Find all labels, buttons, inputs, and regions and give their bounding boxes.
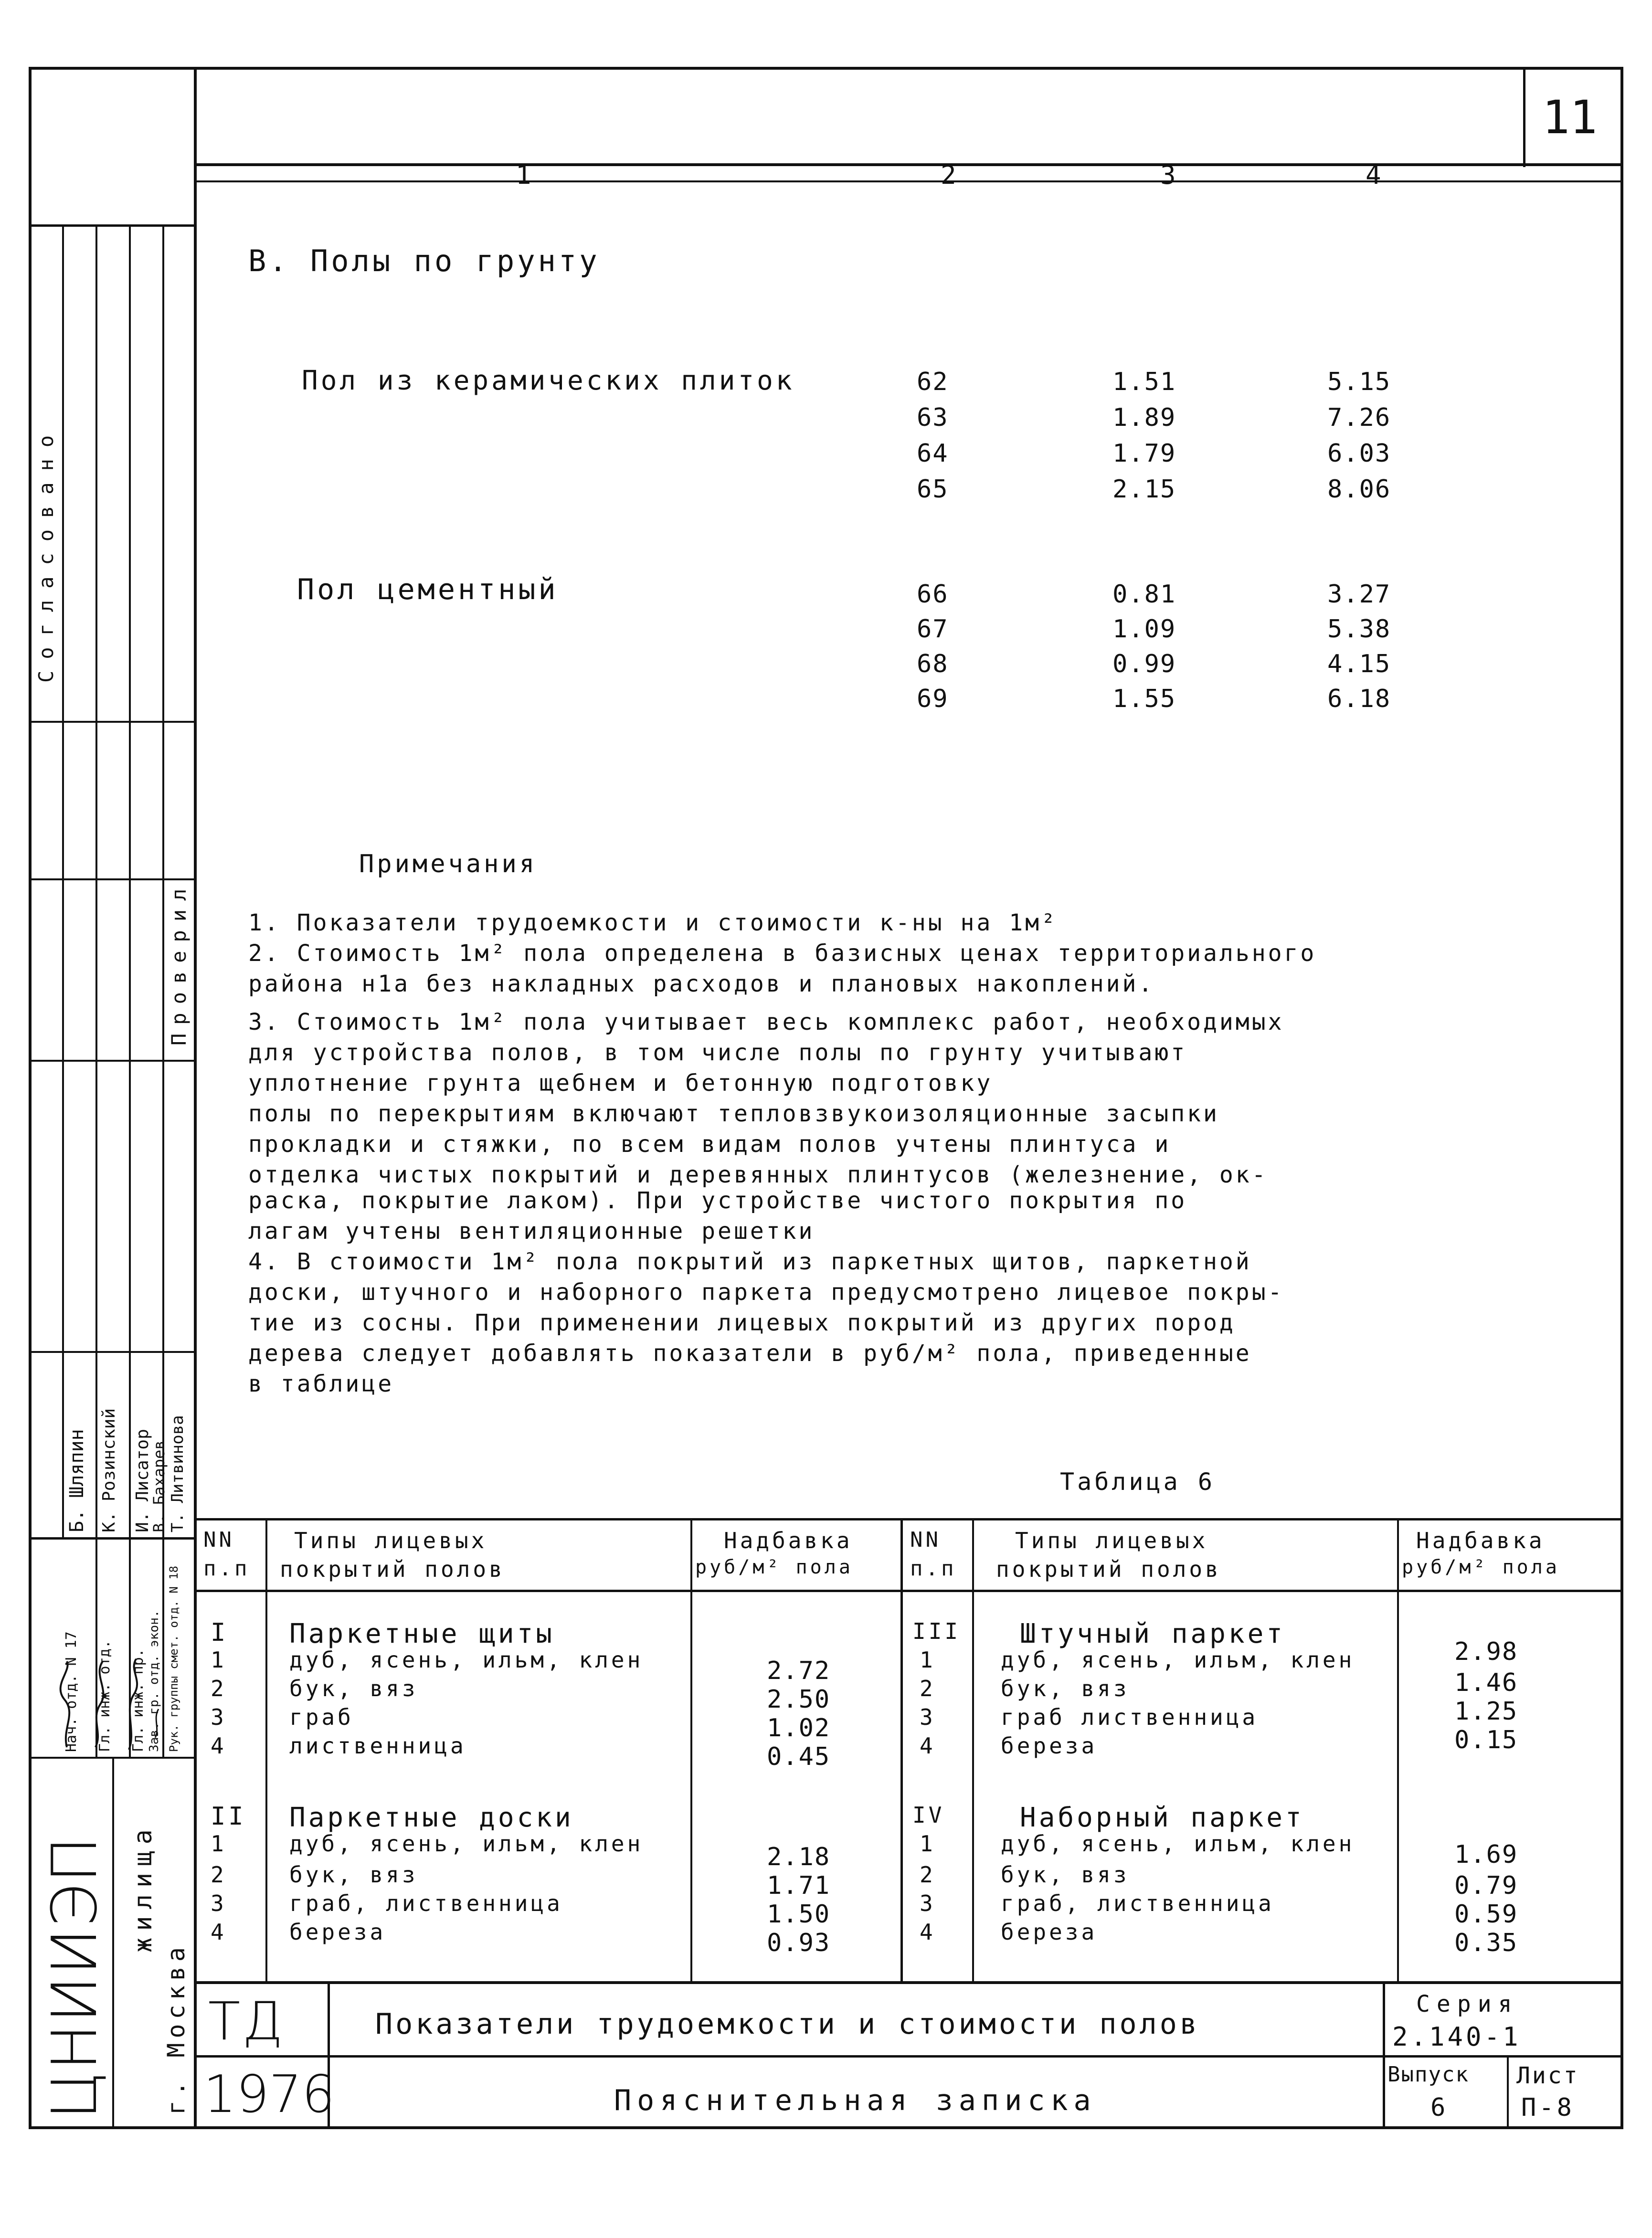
note-line: для устройства полов, в том числе полы по грунту учитывают — [248, 1039, 1187, 1066]
note-line: района н1а без накладных расходов и плановых накоплений. — [248, 971, 1155, 997]
notes-title: Примечания — [359, 850, 538, 878]
staff-name: Т. Литвинова — [168, 1415, 187, 1532]
group-roman: I — [211, 1618, 229, 1647]
table-6 — [194, 1518, 1623, 1981]
item-n: 4 — [920, 1733, 936, 1759]
margin-vline — [62, 224, 64, 1537]
note-line: 1. Показатели трудоемкости и стоимости к-ны на 1м² — [248, 909, 1058, 936]
group-1-row-3-cost: 6.03 — [1327, 439, 1391, 468]
group-2-row-2-cost: 5.38 — [1327, 615, 1391, 644]
staff-name: К. Розинский — [99, 1408, 119, 1532]
item-n: 1 — [920, 1647, 936, 1673]
item-n: 4 — [920, 1919, 936, 1945]
item-n: 3 — [211, 1704, 227, 1730]
item-n: 2 — [211, 1862, 227, 1888]
note-line: 3. Стоимость 1м² пола учитывает весь комплекс работ, необходимых — [248, 1009, 1284, 1035]
header-no-1: NN — [203, 1528, 234, 1552]
margin-vline — [129, 224, 131, 1757]
note-line: 2. Стоимость 1м² пола определена в базисных ценах территориального — [248, 940, 1317, 967]
header-type-2: покрытий полов — [996, 1556, 1221, 1582]
column-number-1: 1 — [516, 160, 534, 190]
item-value: 0.93 — [767, 1929, 831, 1957]
document-subtitle: Пояснительная записка — [614, 2084, 1097, 2117]
group-2-row-4-labor: 1.55 — [1112, 685, 1176, 713]
city: г. Москва — [162, 1942, 190, 2115]
note-line: раска, покрытие лаком). При устройстве чистого покрытия по — [248, 1187, 1187, 1214]
table-top-line — [194, 1518, 1623, 1520]
group-1-name: Пол из керамических плиток — [302, 365, 795, 396]
item-name: бук, вяз — [289, 1862, 418, 1888]
header-surcharge-2: руб/м² пола — [695, 1556, 853, 1578]
item-n: 1 — [211, 1647, 227, 1673]
margin-vline — [95, 224, 97, 1757]
item-n: 3 — [211, 1890, 227, 1916]
note-line: доски, штучного и наборного паркета предусмотрено лицевое покры- — [248, 1279, 1284, 1306]
table-vline — [690, 1518, 692, 1981]
item-name: граб, лиственница — [289, 1890, 563, 1916]
note-line: полы по перекрытиям включают тепловзвукоизоляционные засыпки — [248, 1100, 1219, 1127]
group-2-row-4-no: 69 — [917, 685, 949, 713]
group-2-name: Пол цементный — [297, 573, 559, 606]
item-name: береза — [1001, 1733, 1098, 1759]
table-header-line — [194, 1590, 1623, 1592]
series-value: 2.140-1 — [1392, 2022, 1521, 2052]
series-label: Серия — [1416, 1991, 1519, 2017]
header-line-2 — [194, 180, 1623, 182]
org-sub: жилища — [129, 1823, 158, 1953]
signatures — [57, 1652, 172, 1757]
group-2-row-1-no: 66 — [917, 580, 949, 609]
item-value: 1.02 — [767, 1714, 831, 1742]
staff-role: Гл. инж. пр. — [130, 1648, 147, 1752]
item-value: 1.25 — [1454, 1697, 1518, 1726]
margin-hline — [29, 1351, 196, 1353]
year: 1976 — [203, 2065, 335, 2124]
column-number-3: 3 — [1160, 160, 1179, 190]
group-2-row-1-labor: 0.81 — [1112, 580, 1176, 609]
item-name: дуб, ясень, ильм, клен — [1001, 1831, 1355, 1857]
item-n: 1 — [920, 1831, 936, 1857]
item-n: 3 — [920, 1704, 936, 1730]
document-title: Показатели трудоемкости и стоимости полов — [375, 2007, 1200, 2041]
group-1-row-2-labor: 1.89 — [1112, 403, 1176, 432]
header-line — [194, 163, 1623, 166]
issue-value: 6 — [1430, 2093, 1449, 2122]
header-type-1: Типы лицевых — [1015, 1528, 1208, 1553]
notes-text — [248, 909, 1609, 1401]
note-line: отделка чистых покрытий и деревянных плинтусов (железнение, ок- — [248, 1161, 1268, 1188]
item-name: дуб, ясень, ильм, клен — [1001, 1647, 1355, 1673]
item-name: граб лиственница — [1001, 1704, 1259, 1730]
item-value: 1.69 — [1454, 1840, 1518, 1869]
group-1-row-1-no: 62 — [917, 368, 949, 396]
margin-stamp — [29, 224, 196, 2129]
tb-mid — [194, 2055, 1623, 2058]
table-caption: Таблица 6 — [1060, 1468, 1215, 1496]
table-vline — [1397, 1518, 1399, 1981]
item-name: береза — [289, 1919, 386, 1945]
group-1-row-3-no: 64 — [917, 439, 949, 468]
group-1-row-2-cost: 7.26 — [1327, 403, 1391, 432]
group-1-row-4-cost: 8.06 — [1327, 475, 1391, 504]
tb-vline — [1507, 2055, 1509, 2129]
group-roman: III — [912, 1618, 961, 1644]
item-name: граб, лиственница — [1001, 1890, 1274, 1916]
group-2-row-2-no: 67 — [917, 615, 949, 644]
frame-top — [29, 67, 1623, 70]
group-2-row-3-cost: 4.15 — [1327, 650, 1391, 678]
issue-label: Выпуск — [1387, 2062, 1469, 2087]
item-value: 0.79 — [1454, 1871, 1518, 1900]
sheet-value: П-8 — [1521, 2093, 1575, 2122]
item-n: 2 — [920, 1676, 936, 1701]
title-block — [194, 1981, 1623, 2129]
item-value: 2.72 — [767, 1657, 831, 1685]
item-value: 2.18 — [767, 1843, 831, 1871]
group-2-row-2-labor: 1.09 — [1112, 615, 1176, 644]
item-n: 4 — [211, 1733, 227, 1759]
item-name: лиственница — [289, 1733, 466, 1759]
header-surcharge-1: Надбавка — [1416, 1528, 1545, 1553]
item-value: 0.45 — [767, 1742, 831, 1771]
org-name: ЦНИИЭП — [38, 1835, 111, 2120]
group-title: Паркетные доски — [289, 1802, 574, 1833]
note-line: в таблице — [248, 1371, 394, 1397]
item-value: 0.35 — [1454, 1929, 1518, 1957]
table-center-line — [900, 1518, 903, 1981]
column-number-4: 4 — [1366, 160, 1384, 190]
tb-top — [194, 1981, 1623, 1984]
header-type-2: покрытий полов — [280, 1556, 505, 1582]
staff-name: Б. Шляпин — [66, 1429, 88, 1532]
margin-hline — [29, 721, 196, 723]
item-value: 1.46 — [1454, 1668, 1518, 1697]
group-title: Паркетные щиты — [289, 1618, 555, 1649]
group-1-row-4-labor: 2.15 — [1112, 475, 1176, 504]
staff-role: Зав. гр. отд. экон. — [147, 1610, 161, 1752]
group-roman: IV — [912, 1802, 945, 1828]
group-2-row-4-cost: 6.18 — [1327, 685, 1391, 713]
item-name: бук, вяз — [289, 1676, 418, 1701]
header-surcharge-1: Надбавка — [724, 1528, 853, 1553]
group-title: Штучный паркет — [1020, 1618, 1286, 1649]
group-2-row-3-no: 68 — [917, 650, 949, 678]
margin-hline — [29, 224, 196, 227]
staff-role: Нач. отд. N 17 — [63, 1631, 80, 1752]
note-line: лагам учтены вентиляционные решетки — [248, 1218, 815, 1245]
header-type-1: Типы лицевых — [294, 1528, 487, 1553]
item-n: 1 — [211, 1831, 227, 1857]
group-1-row-1-cost: 5.15 — [1327, 368, 1391, 396]
item-value: 1.50 — [767, 1900, 831, 1929]
item-name: дуб, ясень, ильм, клен — [289, 1831, 644, 1857]
sheet-number: 11 — [1542, 91, 1598, 144]
tb-vline — [1383, 1981, 1385, 2129]
td-mark: ТД — [208, 1991, 285, 2052]
item-n: 4 — [211, 1919, 227, 1945]
note-line: уплотнение грунта щебнем и бетонную подготовку — [248, 1070, 993, 1097]
item-n: 2 — [211, 1676, 227, 1701]
item-value: 2.98 — [1454, 1637, 1518, 1666]
item-name: бук, вяз — [1001, 1862, 1130, 1888]
header-no-1: NN — [910, 1528, 941, 1552]
header-surcharge-2: руб/м² пола — [1402, 1556, 1560, 1578]
note-line: прокладки и стяжки, по всем видам полов учтены плинтуса и — [248, 1131, 1171, 1158]
checked-label: Проверил — [167, 880, 191, 1045]
staff-role: Рук. группы смет. отд. N 18 — [167, 1565, 180, 1752]
sheet-number-box-left — [1523, 67, 1525, 167]
note-line: 4. В стоимости 1м² пола покрытий из паркетных щитов, паркетной — [248, 1248, 1252, 1275]
agreed-label: Согласовано — [34, 423, 58, 683]
table-vline — [265, 1518, 267, 1981]
header-no-2: п.п — [910, 1556, 957, 1581]
margin-hline — [29, 1060, 196, 1062]
staff-name: В. Бахарев — [150, 1440, 168, 1532]
margin-hline — [29, 1537, 196, 1540]
item-value: 2.50 — [767, 1685, 831, 1714]
note-line: дерева следует добавлять показатели в руб/м² пола, приведенные — [248, 1340, 1252, 1367]
table-vline — [972, 1518, 974, 1981]
group-roman: II — [211, 1802, 246, 1831]
item-n: 2 — [920, 1862, 936, 1888]
item-name: дуб, ясень, ильм, клен — [289, 1647, 644, 1673]
item-value: 0.15 — [1454, 1726, 1518, 1754]
group-1-row-1-labor: 1.51 — [1112, 368, 1176, 396]
group-title: Наборный паркет — [1020, 1802, 1304, 1833]
note-line: тие из сосны. При применении лицевых покрытий из других пород — [248, 1309, 1236, 1336]
group-2-row-3-labor: 0.99 — [1112, 650, 1176, 678]
item-value: 1.71 — [767, 1871, 831, 1900]
item-name: граб — [289, 1704, 354, 1730]
column-number-2: 2 — [941, 160, 959, 190]
item-n: 3 — [920, 1890, 936, 1916]
group-2-row-1-cost: 3.27 — [1327, 580, 1391, 609]
item-value: 0.59 — [1454, 1900, 1518, 1929]
sheet-label: Лист — [1516, 2062, 1579, 2089]
staff-role: Гл. инж. отд. — [96, 1640, 113, 1752]
group-1-row-4-no: 65 — [917, 475, 949, 504]
staff-name: И. Лисатор — [133, 1429, 152, 1532]
group-1-row-2-no: 63 — [917, 403, 949, 432]
section-title: В. Полы по грунту — [248, 243, 600, 278]
group-1-row-3-labor: 1.79 — [1112, 439, 1176, 468]
header-no-2: п.п — [203, 1556, 250, 1581]
margin-vline — [112, 1757, 114, 2129]
item-name: береза — [1001, 1919, 1098, 1945]
item-name: бук, вяз — [1001, 1676, 1130, 1701]
